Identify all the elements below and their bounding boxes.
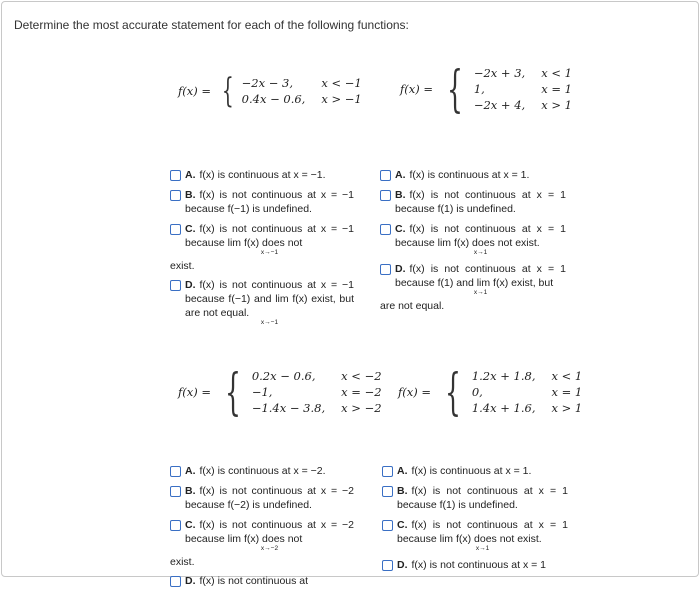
piece-condition: x > 1 [551, 401, 583, 415]
checkbox[interactable] [382, 520, 393, 531]
checkbox[interactable] [380, 224, 391, 235]
function-1-pieces [242, 75, 362, 107]
piece-expr: 1, [473, 82, 485, 96]
checkbox[interactable] [170, 280, 181, 291]
piece-expr: −1.4x − 3.8, [251, 401, 326, 415]
function-1-definition [178, 71, 362, 111]
option-c[interactable]: C. f(x) is not continuous at x = −1 because lim f(x) does not x→−1 [170, 222, 354, 256]
piece-condition: x = 1 [551, 385, 583, 399]
function-3-pieces [252, 368, 382, 416]
question-prompt: Determine the most accurate statement for each of the following functions: [14, 18, 409, 32]
option-b[interactable]: B. f(x) is not continuous at x = −2 because f(−2) is undefined. [170, 484, 354, 512]
piece-condition: x < 1 [541, 66, 572, 80]
piece-condition: x > −1 [321, 92, 362, 106]
option-a[interactable]: A. f(x) is continuous at x = 1. [380, 168, 566, 182]
piece-expr: 1.2x + 1.8, [471, 369, 536, 383]
function-2-definition [400, 60, 572, 118]
function-4-definition [398, 363, 583, 421]
piece-expr: −1, [251, 385, 273, 399]
option-d[interactable]: D. f(x) is not continuous at [170, 574, 354, 588]
checkbox[interactable] [380, 264, 391, 275]
option-c[interactable]: C. f(x) is not continuous at x = −2 because lim f(x) does not x→−2 [170, 518, 354, 552]
piece-condition: x < −2 [341, 369, 382, 383]
function-2-pieces [474, 65, 572, 113]
piece-expr: 1.4x + 1.6, [471, 401, 536, 415]
option-b[interactable]: B. f(x) is not continuous at x = 1 because f(1) is undefined. [382, 484, 568, 512]
option-d[interactable]: D. f(x) is not continuous at x = 1 because f(1) and lim f(x) exist, but x→1 [380, 262, 566, 296]
option-a[interactable]: A. f(x) is continuous at x = 1. [382, 464, 568, 478]
piece-expr: 0.4x − 0.6, [241, 92, 306, 106]
option-b[interactable]: B. f(x) is not continuous at x = −1 because f(−1) is undefined. [170, 188, 354, 216]
piece-expr: 0, [471, 385, 483, 399]
piece-expr: −2x + 4, [473, 98, 526, 112]
piece-condition: x < 1 [551, 369, 583, 383]
function-2-options [380, 168, 566, 318]
checkbox[interactable] [382, 466, 393, 477]
limit-subscript: x→−1 [260, 249, 279, 256]
option-b[interactable]: B. f(x) is not continuous at x = 1 because f(1) is undefined. [380, 188, 566, 216]
piece-condition: x > 1 [541, 98, 572, 112]
checkbox[interactable] [170, 170, 181, 181]
limit-subscript: x→1 [475, 545, 490, 552]
checkbox[interactable] [170, 486, 181, 497]
function-1-lhs: f(x) = [178, 84, 212, 98]
function-2-lhs: f(x) = [400, 82, 434, 96]
limit-subscript: x→1 [473, 249, 488, 256]
option-c-tail: exist. [170, 556, 195, 568]
checkbox[interactable] [170, 224, 181, 235]
option-c[interactable]: C. f(x) is not continuous at x = 1 because lim f(x) does not exist. x→1 [382, 518, 568, 552]
option-a[interactable]: A. f(x) is continuous at x = −1. [170, 168, 354, 182]
function-3-definition [178, 363, 382, 421]
piece-expr: −2x − 3, [241, 76, 294, 90]
checkbox[interactable] [170, 520, 181, 531]
checkbox[interactable] [382, 560, 393, 571]
checkbox[interactable] [380, 190, 391, 201]
piece-condition: x < −1 [321, 76, 362, 90]
function-4-pieces [472, 368, 582, 416]
option-d-tail: are not equal. [380, 300, 445, 312]
checkbox[interactable] [170, 190, 181, 201]
checkbox[interactable] [170, 576, 181, 587]
left-brace-icon: { [224, 363, 241, 421]
option-c[interactable]: C. f(x) is not continuous at x = 1 because lim f(x) does not exist. x→1 [380, 222, 566, 256]
option-a[interactable]: A. f(x) is continuous at x = −2. [170, 464, 354, 478]
question-panel [1, 1, 699, 587]
piece-expr: −2x + 3, [473, 66, 526, 80]
option-d[interactable]: D. f(x) is not continuous at x = 1 [382, 558, 568, 572]
piece-condition: x = 1 [541, 82, 572, 96]
option-c-tail: exist. [170, 260, 195, 272]
function-1-options [170, 168, 354, 332]
left-brace-icon: { [446, 60, 463, 118]
limit-subscript: x→−1 [260, 319, 279, 326]
limit-subscript: x→1 [473, 289, 488, 296]
checkbox[interactable] [170, 466, 181, 477]
left-brace-icon: { [221, 71, 234, 111]
option-d[interactable]: D. f(x) is not continuous at x = −1 because f(−1) and lim f(x) exist, but are not equal. x→−1 [170, 278, 354, 326]
piece-condition: x = −2 [341, 385, 382, 399]
function-3-lhs: f(x) = [178, 385, 212, 399]
left-brace-icon: { [444, 363, 461, 421]
function-4-lhs: f(x) = [398, 385, 432, 399]
limit-subscript: x→−2 [260, 545, 279, 552]
piece-expr: 0.2x − 0.6, [251, 369, 316, 383]
checkbox[interactable] [382, 486, 393, 497]
function-3-options [170, 464, 354, 594]
function-4-options [382, 464, 568, 578]
checkbox[interactable] [380, 170, 391, 181]
piece-condition: x > −2 [341, 401, 382, 415]
